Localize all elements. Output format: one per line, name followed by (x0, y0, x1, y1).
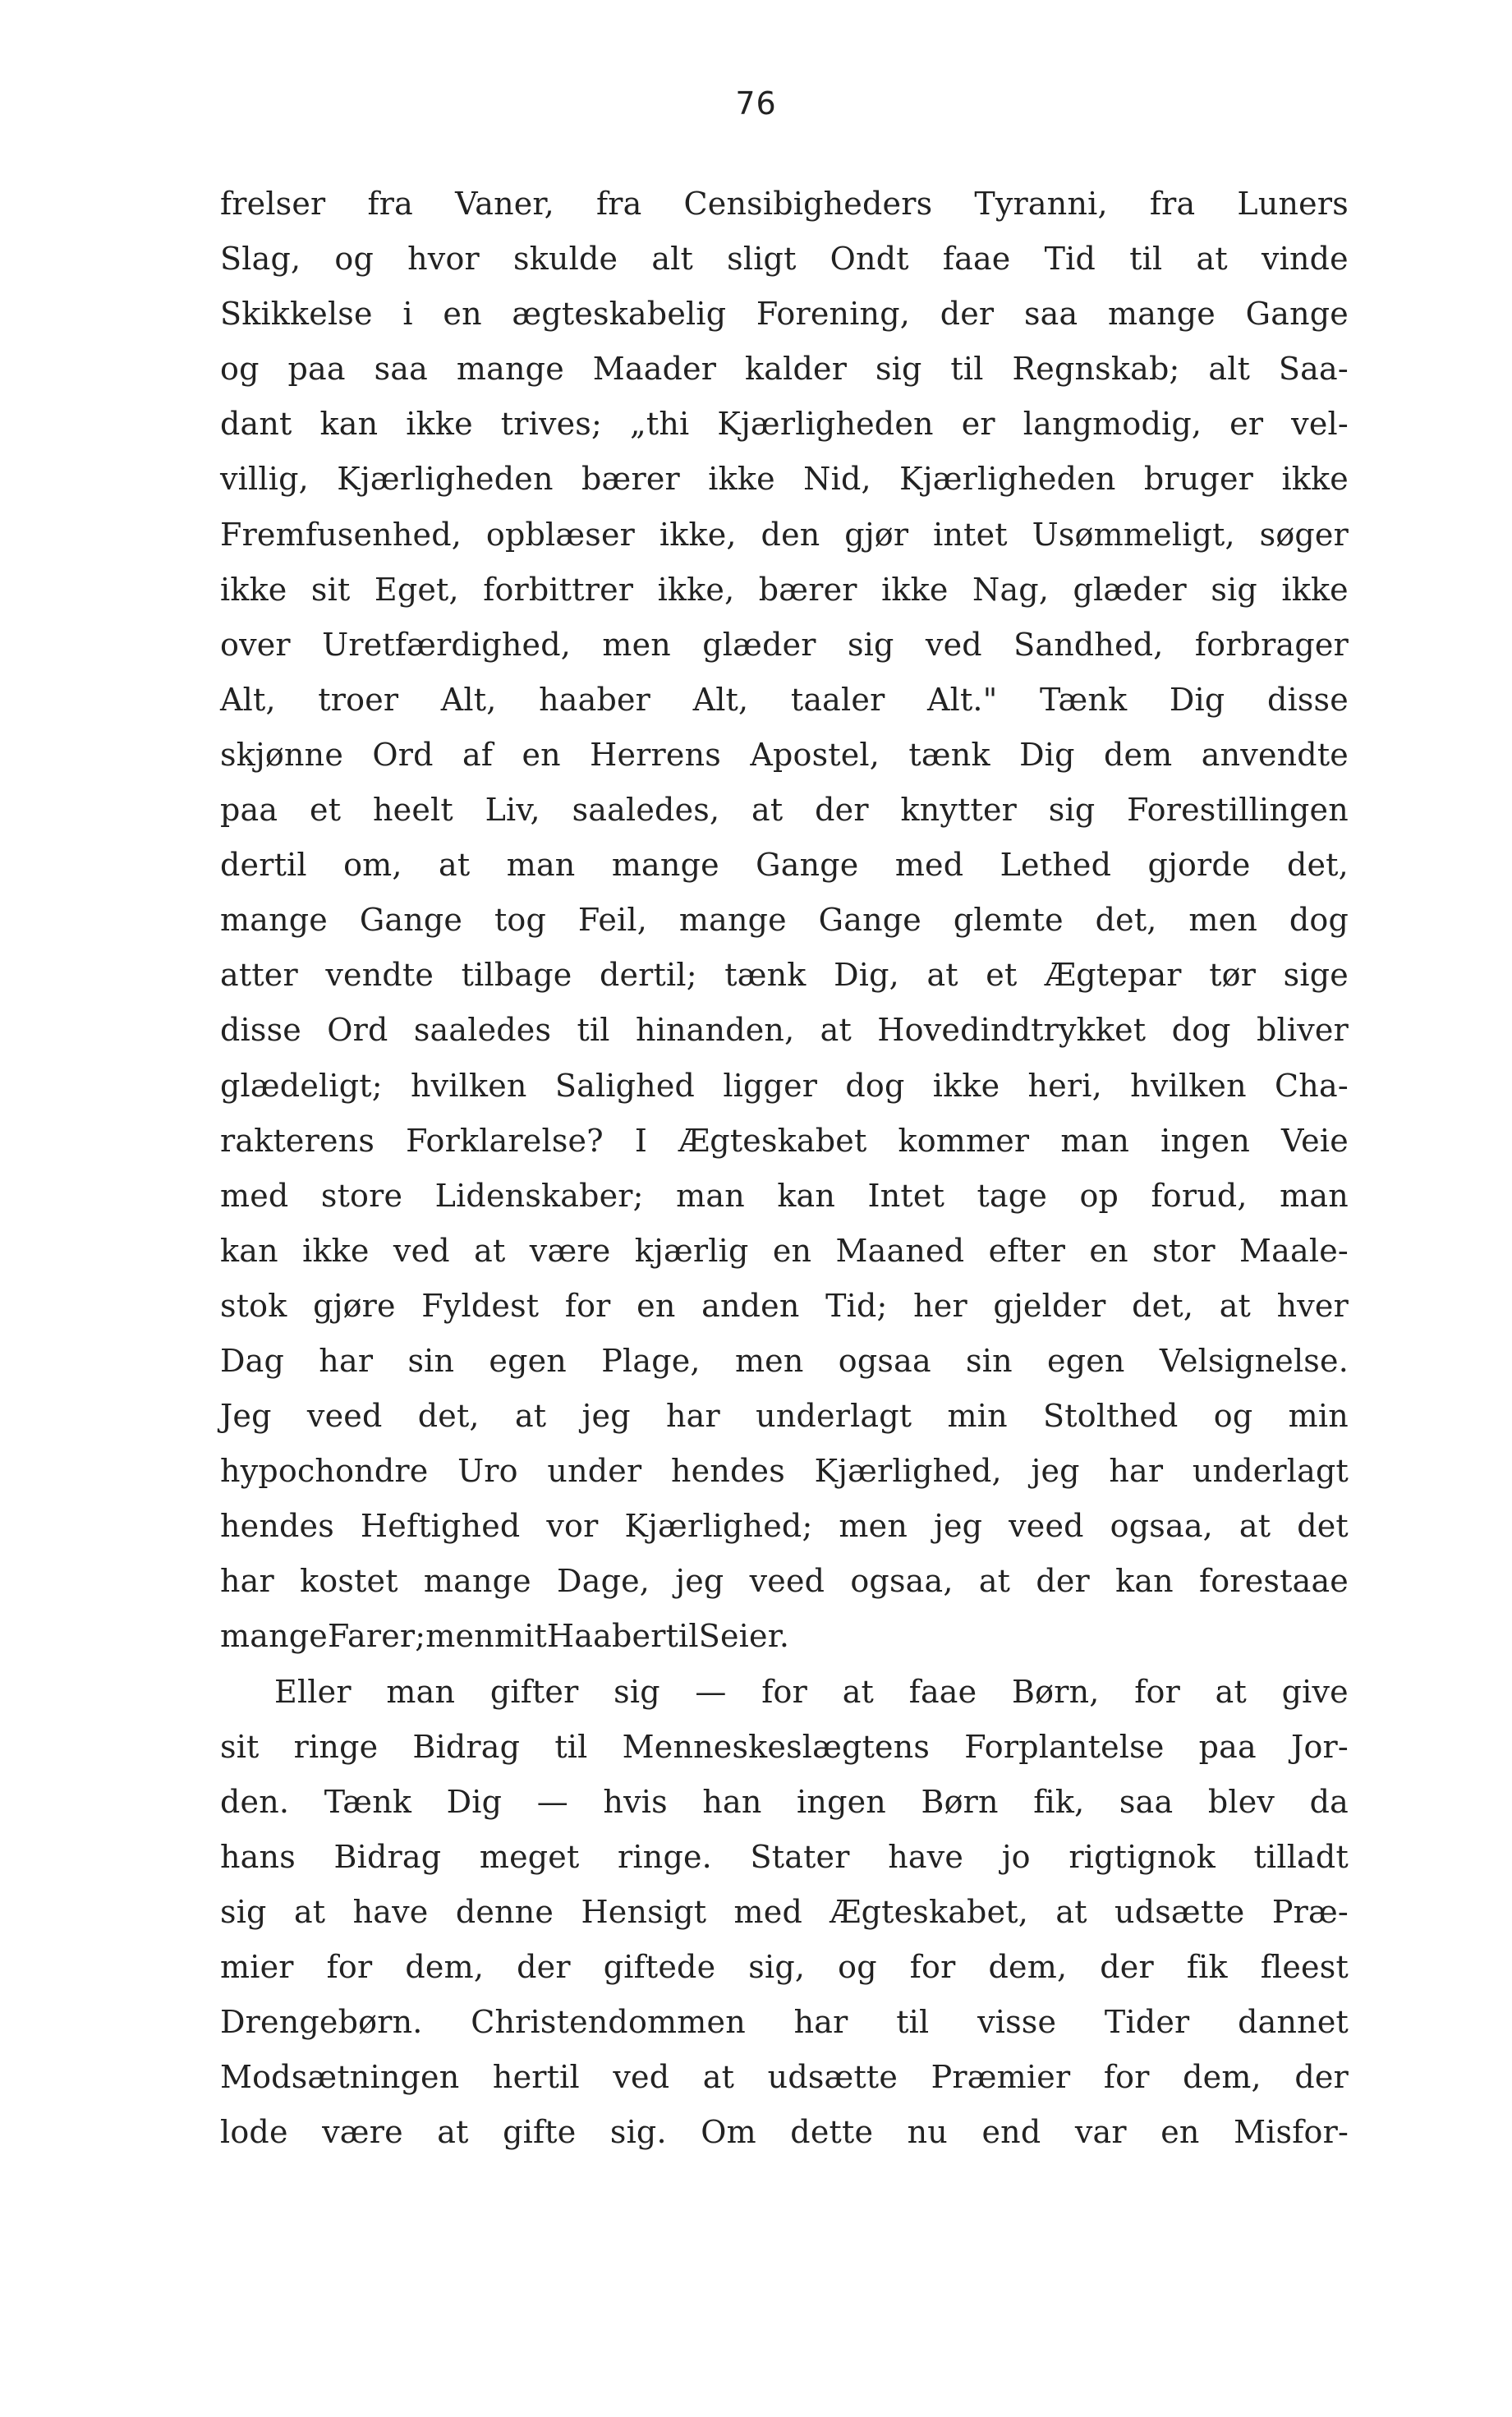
text-line: ikke sit Eget, forbittrer ikke, bærer ikke Nag, glæder sig ikke (220, 571, 1349, 608)
text-line: Modsætningen hertil ved at udsætte Præmier for dem, der (220, 2059, 1349, 2096)
text-line: dant kan ikke trives; „thi Kjærligheden er langmodig, er vel- (220, 406, 1349, 443)
text-line: Fremfusenhed, opblæser ikke, den gjør intet Usømmeligt, søger (220, 516, 1349, 553)
text-line: sig at have denne Hensigt med Ægteskabet, at udsætte Præ- (220, 1893, 1349, 1930)
text-line: frelser fra Vaner, fra Censibigheders Tyranni, fra Luners (220, 186, 1349, 222)
text-line: glædeligt; hvilken Salighed ligger dog ikke heri, hvilken Cha- (220, 1067, 1349, 1104)
text-line: paa et heelt Liv, saaledes, at der knytter sig Forestillingen (220, 792, 1349, 829)
text-line: Slag, og hvor skulde alt sligt Ondt faae Tid til at vinde (220, 241, 1349, 278)
text-line: villig, Kjærligheden bærer ikke Nid, Kjærligheden bruger ikke (220, 461, 1349, 498)
text-line: kan ikke ved at være kjærlig en Maaned efter en stor Maale- (220, 1232, 1349, 1269)
text-line: disse Ord saaledes til hinanden, at Hovedindtrykket dog bliver (220, 1012, 1349, 1049)
text-line: med store Lidenskaber; man kan Intet tage op forud, man (220, 1177, 1349, 1214)
text-line: rakterens Forklarelse? I Ægteskabet kommer man ingen Veie (220, 1122, 1349, 1159)
text-line: stok gjøre Fyldest for en anden Tid; her gjelder det, at hver (220, 1287, 1349, 1324)
text-line: mange Gange tog Feil, mange Gange glemte det, men dog (220, 902, 1349, 939)
text-line: over Uretfærdighed, men glæder sig ved Sandhed, forbrager (220, 626, 1349, 663)
text-line: Skikkelse i en ægteskabelig Forening, der saa mange Gange (220, 296, 1349, 333)
text-line: har kostet mange Dage, jeg veed ogsaa, at der kan forestaae (220, 1563, 1349, 1600)
text-line: skjønne Ord af en Herrens Apostel, tænk Dig dem anvendte (220, 736, 1349, 773)
text-line: hendes Heftighed vor Kjærlighed; men jeg veed ogsaa, at det (220, 1508, 1349, 1545)
body-text (220, 177, 1349, 2160)
text-line: hypochondre Uro under hendes Kjærlighed, jeg har underlagt (220, 1453, 1349, 1490)
text-line: mier for dem, der giftede sig, og for dem, der fik fleest (220, 1949, 1349, 1985)
page-number: 76 (735, 85, 777, 122)
text-line: mange Farer; men mit Haab er til Seier. (220, 1618, 790, 1655)
text-line: Jeg veed det, at jeg har underlagt min Stolthed og min (220, 1398, 1349, 1435)
text-line: og paa saa mange Maader kalder sig til Regnskab; alt Saa- (220, 351, 1349, 388)
text-line: atter vendte tilbage dertil; tænk Dig, at et Ægtepar tør sige (220, 957, 1349, 994)
text-line: hans Bidrag meget ringe. Stater have jo rigtignok tilladt (220, 1838, 1349, 1875)
text-line: den. Tænk Dig — hvis han ingen Børn fik, saa blev da (220, 1783, 1349, 1820)
text-line: Dag har sin egen Plage, men ogsaa sin egen Velsignelse. (220, 1342, 1349, 1379)
text-line: Eller man gifter sig — for at faae Børn, for at give (274, 1673, 1349, 1710)
text-line: sit ringe Bidrag til Menneskeslægtens Forplantelse paa Jor- (220, 1728, 1349, 1765)
text-line: Drengebørn. Christendommen har til visse Tider dannet (220, 2004, 1349, 2041)
text-line: Alt, troer Alt, haaber Alt, taaler Alt." Tænk Dig disse (220, 681, 1349, 718)
text-line: dertil om, at man mange Gange med Lethed gjorde det, (220, 847, 1349, 884)
text-line: lode være at gifte sig. Om dette nu end var en Misfor- (220, 2114, 1349, 2151)
